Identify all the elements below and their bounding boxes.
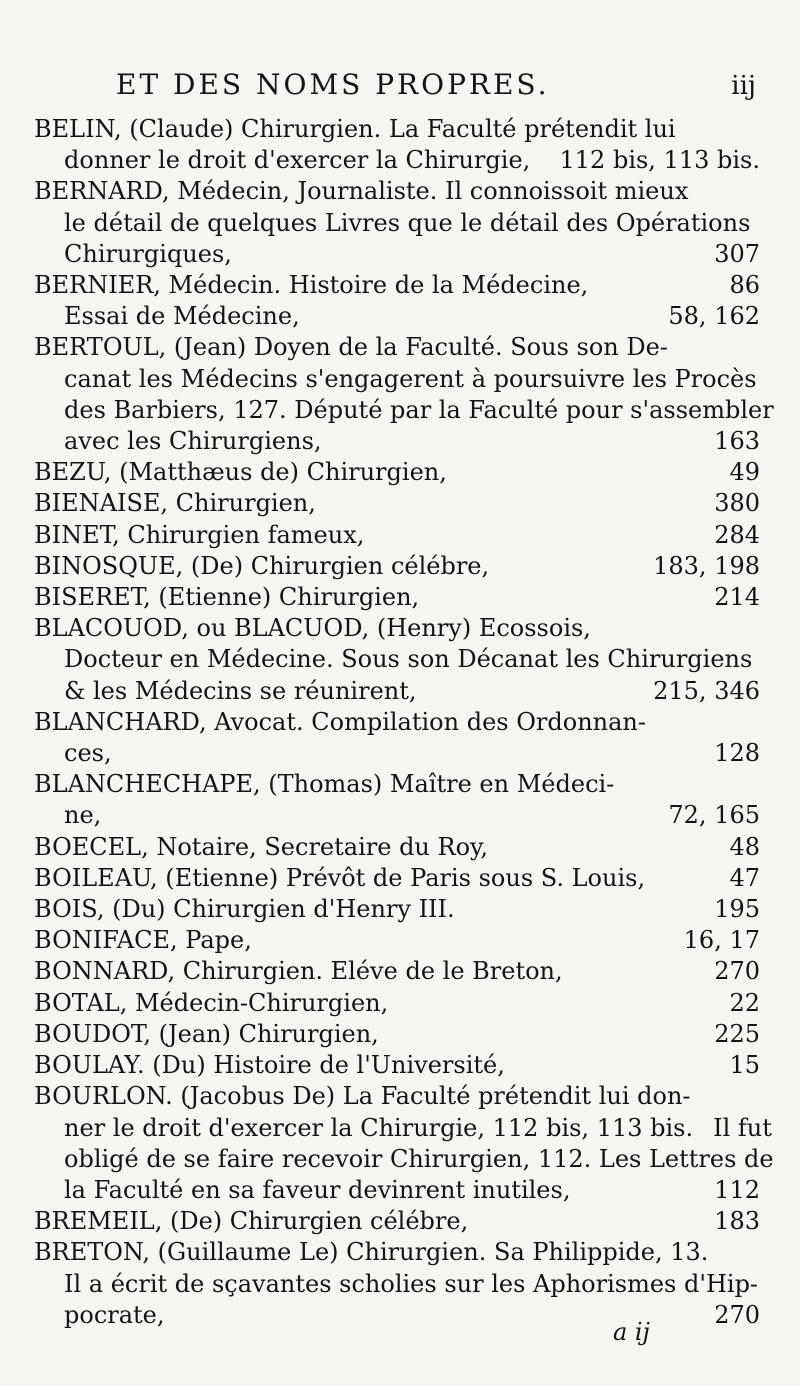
entry-line xyxy=(34,676,760,707)
entry-text: & les Médecins se réunirent, xyxy=(64,676,417,705)
index-entry xyxy=(34,551,760,582)
entry-line xyxy=(34,582,760,613)
page-references: 47 xyxy=(729,863,760,892)
entry-text: BIENAISE, Chirurgien, xyxy=(34,489,316,518)
entry-line xyxy=(34,520,760,551)
entry-text: avec les Chirurgiens, xyxy=(64,427,322,456)
page-references: 112 bis, 113 bis. xyxy=(559,146,760,175)
running-header xyxy=(34,68,760,108)
index-entry xyxy=(34,1206,760,1237)
page-references: 16, 17 xyxy=(683,926,760,955)
entry-text: la Faculté en sa faveur devinrent inutiles, xyxy=(64,1175,571,1204)
entry-line xyxy=(34,1050,760,1081)
page-references: 128 xyxy=(714,739,760,768)
entry-text: BERNIER, Médecin. Histoire de la Médecine, xyxy=(34,271,589,300)
entry-line xyxy=(34,395,774,426)
page-references: 15 xyxy=(729,1051,760,1080)
header-title: ET DES NOMS PROPRES. xyxy=(116,68,550,101)
entry-text: ne, xyxy=(64,801,102,830)
index-entry xyxy=(34,925,760,956)
entry-text: BOUDOT, (Jean) Chirurgien, xyxy=(34,1019,379,1048)
entry-line xyxy=(34,239,760,270)
index-entry xyxy=(34,270,760,332)
entry-text: BOURLON. (Jacobus De) La Faculté prétendit lui don- xyxy=(34,1082,691,1111)
entry-text: pocrate, xyxy=(64,1300,165,1329)
entry-line xyxy=(34,925,760,956)
entry-text: BERNARD, Médecin, Journaliste. Il connoissoit mieux xyxy=(34,177,689,206)
entry-text: le détail de quelques Livres que le détail des Opérations xyxy=(64,208,751,237)
entry-line xyxy=(34,1237,760,1268)
entry-text: BLACOUOD, ou BLACUOD, (Henry) Ecossois, xyxy=(34,614,591,643)
index-entry xyxy=(34,520,760,551)
entry-text: BEZU, (Matthæus de) Chirurgien, xyxy=(34,458,447,487)
entry-line xyxy=(34,738,760,769)
entry-line xyxy=(34,613,760,644)
entry-text: BELIN, (Claude) Chirurgien. La Faculté prétendit lui xyxy=(34,115,676,143)
entry-line xyxy=(34,145,760,176)
entry-text: BOECEL, Notaire, Secretaire du Roy, xyxy=(34,832,489,861)
index-entry xyxy=(34,707,760,769)
page-references: 183 xyxy=(714,1207,760,1236)
page-references: 307 xyxy=(714,239,760,268)
index-entry xyxy=(34,988,760,1019)
entry-line xyxy=(34,1081,760,1112)
index-entry xyxy=(34,894,760,925)
entry-line xyxy=(34,457,760,488)
entry-text: BREMEIL, (De) Chirurgien célébre, xyxy=(34,1207,469,1236)
page-references: 195 xyxy=(714,895,760,924)
entry-text: BONNARD, Chirurgien. Eléve de le Breton, xyxy=(34,957,563,986)
entry-text: BONIFACE, Pape, xyxy=(34,926,252,955)
entry-text: obligé de se faire recevoir Chirurgien, 112. Les Lettres de xyxy=(64,1144,774,1173)
entry-line xyxy=(34,1175,760,1206)
entry-line xyxy=(34,707,760,738)
entry-line xyxy=(34,270,760,301)
entry-text: Essai de Médecine, xyxy=(64,302,300,331)
index-entry xyxy=(34,332,774,457)
signature-mark: a ij xyxy=(612,1318,650,1346)
entry-text: Il a écrit de sçavantes scholies sur les Aphorismes d'Hip- xyxy=(64,1269,759,1298)
index-entry xyxy=(34,613,760,707)
entry-text: BOILEAU, (Etienne) Prévôt de Paris sous S. Louis, xyxy=(34,863,646,892)
entry-line xyxy=(34,301,760,332)
entry-line xyxy=(34,894,760,925)
page-references: 112 xyxy=(714,1175,760,1204)
page-references: 225 xyxy=(714,1019,760,1048)
page-references: 58, 162 xyxy=(668,302,760,331)
entry-line xyxy=(34,488,760,519)
entry-text: BLANCHECHAPE, (Thomas) Maître en Médeci- xyxy=(34,770,615,799)
entry-text: BINET, Chirurgien fameux, xyxy=(34,520,365,549)
entry-line xyxy=(34,176,760,207)
entry-text: donner le droit d'exercer la Chirurgie, xyxy=(64,146,531,175)
page-references: 214 xyxy=(714,583,760,612)
entry-line xyxy=(34,1300,760,1331)
entry-line xyxy=(34,1269,760,1300)
index-entry xyxy=(34,1019,760,1050)
entry-text: des Barbiers, 127. Député par la Faculté pour s'assembler xyxy=(64,395,774,424)
entry-line xyxy=(34,956,760,987)
entry-line xyxy=(34,863,760,894)
index-entry xyxy=(34,863,760,894)
entry-line xyxy=(34,208,760,239)
entry-text: ces, xyxy=(64,739,112,768)
entry-line xyxy=(34,644,760,675)
index-entry xyxy=(34,1050,760,1081)
page-references: 86 xyxy=(729,271,760,300)
entry-line xyxy=(34,1019,760,1050)
page-number: iij xyxy=(731,71,756,101)
entry-line xyxy=(34,1113,772,1144)
index-entry xyxy=(34,769,760,831)
entry-text: BERTOUL, (Jean) Doyen de la Faculté. Sous son De- xyxy=(34,333,668,362)
entry-line xyxy=(34,988,760,1019)
index-entry xyxy=(34,582,760,613)
entry-text: BLANCHARD, Avocat. Compilation des Ordonnan- xyxy=(34,707,646,736)
page-references: 49 xyxy=(729,458,760,487)
index-entry xyxy=(34,1237,760,1331)
page-references: Il fut xyxy=(713,1113,772,1142)
index-entry xyxy=(34,832,760,863)
page-references: 22 xyxy=(729,988,760,1017)
index-entry xyxy=(34,176,760,270)
page-references: 183, 198 xyxy=(653,551,760,580)
index-entry xyxy=(34,114,760,176)
index-entry xyxy=(34,488,760,519)
entry-text: BOIS, (Du) Chirurgien d'Henry III. xyxy=(34,895,455,924)
entry-line xyxy=(34,332,760,363)
entry-text: ner le droit d'exercer la Chirurgie, 112 bis, 113 bis. xyxy=(64,1113,694,1142)
entry-line xyxy=(34,364,760,395)
entry-line xyxy=(34,551,760,582)
entry-text: BOTAL, Médecin-Chirurgien, xyxy=(34,988,389,1017)
entry-text: Chirurgiques, xyxy=(64,239,232,268)
entry-text: Docteur en Médecine. Sous son Décanat les Chirurgiens xyxy=(64,645,753,674)
entry-line xyxy=(34,114,760,145)
entry-line xyxy=(34,769,760,800)
page-references: 270 xyxy=(714,957,760,986)
entry-line xyxy=(34,832,760,863)
entry-line xyxy=(34,800,760,831)
index-entry xyxy=(34,1081,774,1206)
entry-line xyxy=(34,1144,774,1175)
page-references: 284 xyxy=(714,520,760,549)
page-references: 380 xyxy=(714,489,760,518)
index-entry xyxy=(34,956,760,987)
page-references: 270 xyxy=(714,1300,760,1329)
index-entry xyxy=(34,457,760,488)
page-references: 163 xyxy=(714,427,760,456)
entry-text: BINOSQUE, (De) Chirurgien célébre, xyxy=(34,551,490,580)
page-references: 215, 346 xyxy=(653,676,760,705)
entry-text: BRETON, (Guillaume Le) Chirurgien. Sa Philippide, 13. xyxy=(34,1238,709,1267)
entry-line xyxy=(34,426,760,457)
page-references: 48 xyxy=(729,832,760,861)
entry-line xyxy=(34,1206,760,1237)
entry-text: BOULAY. (Du) Histoire de l'Université, xyxy=(34,1051,505,1080)
entry-text: BISERET, (Etienne) Chirurgien, xyxy=(34,583,420,612)
entry-text: canat les Médecins s'engagerent à poursuivre les Procès xyxy=(64,364,757,393)
index-entries xyxy=(34,114,774,1331)
page-references: 72, 165 xyxy=(668,801,760,830)
